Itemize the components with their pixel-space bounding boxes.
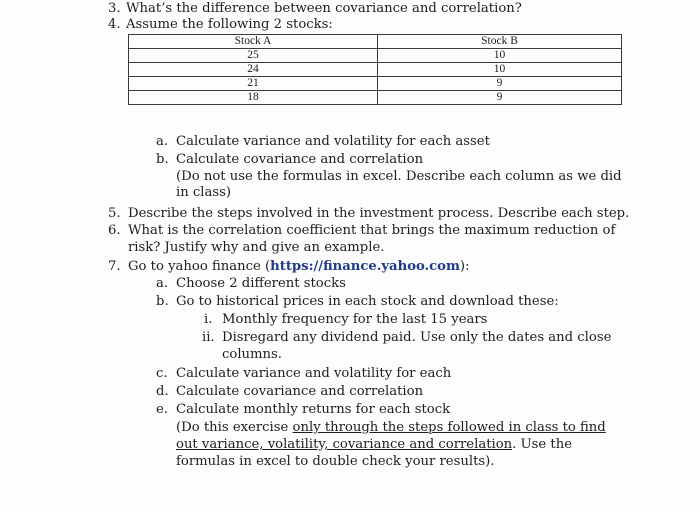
cell-stock-a: 18 — [129, 91, 378, 105]
table-header-row — [129, 35, 622, 49]
question-7d — [156, 383, 423, 400]
question-4b-text: Calculate covariance and correlation — [176, 152, 424, 167]
question-6 — [108, 222, 615, 239]
question-7b-ii-text-line-1: Disregard any dividend paid. Use only the dates and close — [222, 330, 612, 345]
question-7b — [156, 293, 559, 310]
header-stock-a: Stock A — [129, 35, 378, 49]
question-4-number: 4. — [108, 17, 121, 32]
question-7c — [156, 365, 451, 382]
question-7e — [156, 401, 450, 418]
question-7-note-line-1 — [176, 419, 606, 436]
cell-stock-b: 9 — [378, 91, 622, 105]
cell-stock-b: 10 — [378, 49, 622, 63]
question-7c-text: Calculate variance and volatility for each — [176, 366, 452, 381]
question-3-number: 3. — [108, 1, 121, 16]
question-4 — [108, 16, 333, 33]
question-7-note-prefix: (Do this exercise — [176, 420, 293, 435]
question-6-text-line-1: What is the correlation coefficient that brings the maximum reduction of — [128, 223, 616, 238]
cell-stock-a: 21 — [129, 77, 378, 91]
question-7b-i-numeral: i. — [204, 312, 213, 327]
question-6-number: 6. — [108, 223, 121, 238]
question-7b-ii-text-line-2: columns. — [222, 347, 282, 362]
cell-stock-a: 25 — [129, 49, 378, 63]
question-7a — [156, 275, 346, 292]
question-5-number: 5. — [108, 206, 121, 221]
question-7d-letter: d. — [156, 384, 169, 399]
question-7a-letter: a. — [156, 276, 169, 291]
table-row — [129, 77, 622, 91]
question-7b-ii-numeral: ii. — [202, 330, 215, 345]
question-4a — [156, 133, 490, 150]
question-7-text: Go to yahoo finance ( — [128, 259, 271, 274]
question-7b-i — [204, 311, 487, 328]
question-7b-text: Go to historical prices in each stock and download these: — [176, 294, 559, 309]
question-6-text-line-2: risk? Justify why and give an example. — [128, 240, 385, 255]
question-4b — [156, 151, 423, 168]
yahoo-finance-link[interactable]: https://finance.yahoo.com — [270, 259, 460, 274]
question-4b-letter: b. — [156, 152, 169, 167]
question-7c-letter: c. — [156, 366, 168, 381]
question-5 — [108, 205, 629, 222]
question-4-note-line-1: (Do not use the formulas in excel. Describe each column as we did — [176, 169, 622, 184]
question-5-text: Describe the steps involved in the investment process. Describe each step. — [128, 206, 630, 221]
question-7a-text: Choose 2 different stocks — [176, 276, 346, 291]
question-7b-letter: b. — [156, 294, 169, 309]
cell-stock-b: 10 — [378, 63, 622, 77]
header-stock-b: Stock B — [378, 35, 622, 49]
question-7-number: 7. — [108, 259, 121, 274]
question-7 — [108, 258, 470, 275]
question-7b-ii — [202, 329, 611, 346]
question-3-text: What’s the difference between covariance and correlation? — [126, 1, 522, 16]
table-row — [129, 91, 622, 105]
question-7-note-suffix: . Use the — [512, 437, 573, 452]
question-4-text: Assume the following 2 stocks: — [126, 17, 333, 32]
question-7b-i-text: Monthly frequency for the last 15 years — [222, 312, 488, 327]
question-7-note-line-2 — [176, 436, 572, 453]
table-row — [129, 49, 622, 63]
question-7-note-line-3: formulas in excel to double check your results). — [176, 454, 495, 469]
table-row — [129, 63, 622, 77]
question-4a-letter: a. — [156, 134, 169, 149]
question-7e-text: Calculate monthly returns for each stock — [176, 402, 451, 417]
question-7-note-underlined-2: out variance, volatility, covariance and correlation — [176, 437, 513, 452]
stocks-table — [128, 34, 622, 105]
question-3 — [108, 0, 522, 17]
question-4-note-line-2: in class) — [176, 185, 232, 200]
question-7d-text: Calculate covariance and correlation — [176, 384, 424, 399]
question-7e-letter: e. — [156, 402, 168, 417]
question-7-note-underlined-1: only through the steps followed in class to find — [292, 420, 606, 435]
question-4a-text: Calculate variance and volatility for each asset — [176, 134, 490, 149]
cell-stock-b: 9 — [378, 77, 622, 91]
question-7-text-end: ): — [459, 259, 470, 274]
cell-stock-a: 24 — [129, 63, 378, 77]
